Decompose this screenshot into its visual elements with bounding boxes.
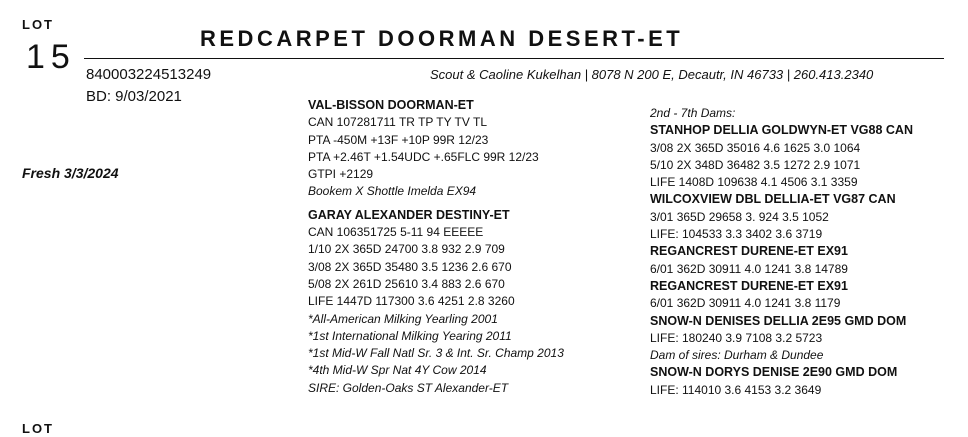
dams-block-line: 6/01 362D 30911 4.0 1241 3.8 14789	[650, 261, 848, 276]
animal-name-title: REDCARPET DOORMAN DESERT-ET	[200, 26, 684, 51]
fresh-date: Fresh 3/3/2024	[22, 165, 119, 181]
sire-block-line: PTA -450M +13F +10P 99R 12/23	[308, 132, 489, 147]
dam-block-line: 5/08 2X 261D 25610 3.4 883 2.6 670	[308, 276, 505, 291]
dam-block-line: *1st International Milking Yearing 2011	[308, 328, 512, 343]
title-divider	[84, 58, 944, 59]
sire-block-line: CAN 107281711 TR TP TY TV TL	[308, 115, 487, 130]
dams-block-line: REGANCREST DURENE-ET EX91	[650, 244, 848, 259]
dams-block-line: SNOW-N DENISES DELLIA 2E95 GMD DOM	[650, 313, 907, 328]
dam-block-line: 1/10 2X 365D 24700 3.8 932 2.9 709	[308, 242, 505, 257]
pedigree-column-sire-dam	[308, 97, 564, 397]
dams-block-line: LIFE: 180240 3.9 7108 3.2 5723	[650, 330, 823, 345]
dams-block-line: LIFE 1408D 109638 4.1 4506 3.1 3359	[650, 175, 858, 190]
lot-number: 15	[26, 38, 76, 76]
sire-block-line: VAL-BISSON DOORMAN-ET	[308, 98, 474, 112]
registration-number: 840003224513249	[86, 66, 212, 83]
dam-block-line: GARAY ALEXANDER DESTINY-ET	[308, 207, 510, 222]
dam-block-line: *1st Mid-W Fall Natl Sr. 3 & Int. Sr. Champ 2013	[308, 346, 564, 361]
dams-block-line: 6/01 362D 30911 4.0 1241 3.8 1179	[650, 296, 841, 311]
dam-block-line: CAN 106351725 5-11 94 EEEEE	[308, 225, 484, 240]
dams-block-line: 3/08 2X 365D 35016 4.6 1625 3.0 1064	[650, 140, 861, 155]
dams-block-line: WILCOXVIEW DBL DELLIA-ET VG87 CAN	[650, 192, 896, 207]
dam-block-line: SIRE: Golden-Oaks ST Alexander-ET	[308, 380, 509, 395]
dam-block-line: LIFE 1447D 117300 3.6 4251 2.8 3260	[308, 294, 515, 309]
ancestral-dams-block	[650, 105, 913, 399]
dams-block-line: LIFE: 114010 3.6 4153 3.2 3649	[650, 382, 822, 397]
birth-date: BD: 9/03/2021	[86, 88, 182, 105]
sire-block	[308, 97, 564, 201]
owner-consignor-info: Scout & Caoline Kukelhan | 8078 N 200 E, Decautr, IN 46733 | 260.413.2340	[430, 67, 874, 82]
dams-block-line: 2nd - 7th Dams:	[650, 106, 736, 120]
dam-block-line: *All-American Milking Yearling 2001	[308, 311, 498, 326]
dams-block-line: LIFE: 104533 3.3 3402 3.6 3719	[650, 227, 823, 242]
dams-block-line: SNOW-N DORYS DENISE 2E90 GMD DOM	[650, 365, 898, 380]
dam-block-line: *4th Mid-W Spr Nat 4Y Cow 2014	[308, 363, 487, 378]
dam-block-line: 3/08 2X 365D 35480 3.5 1236 2.6 670	[308, 259, 512, 274]
sire-block-line: PTA +2.46T +1.54UDC +.65FLC 99R 12/23	[308, 149, 539, 164]
sire-block-line: GTPI +2129	[308, 167, 374, 182]
dams-block-line: Dam of sires: Durham & Dundee	[650, 348, 824, 363]
dams-block-line: REGANCREST DURENE-ET EX91	[650, 278, 848, 293]
dams-block-line: 5/10 2X 348D 36482 3.5 1272 2.9 1071	[650, 157, 861, 172]
sire-block-line: Bookem X Shottle Imelda EX94	[308, 184, 477, 199]
dams-block-line: STANHOP DELLIA GOLDWYN-ET VG88 CAN	[650, 123, 913, 138]
footer-lot-label: LOT	[22, 421, 54, 436]
dam-block	[308, 207, 564, 397]
dams-block-line: 3/01 365D 29658 3. 924 3.5 1052	[650, 209, 829, 224]
lot-label: LOT	[22, 17, 54, 32]
